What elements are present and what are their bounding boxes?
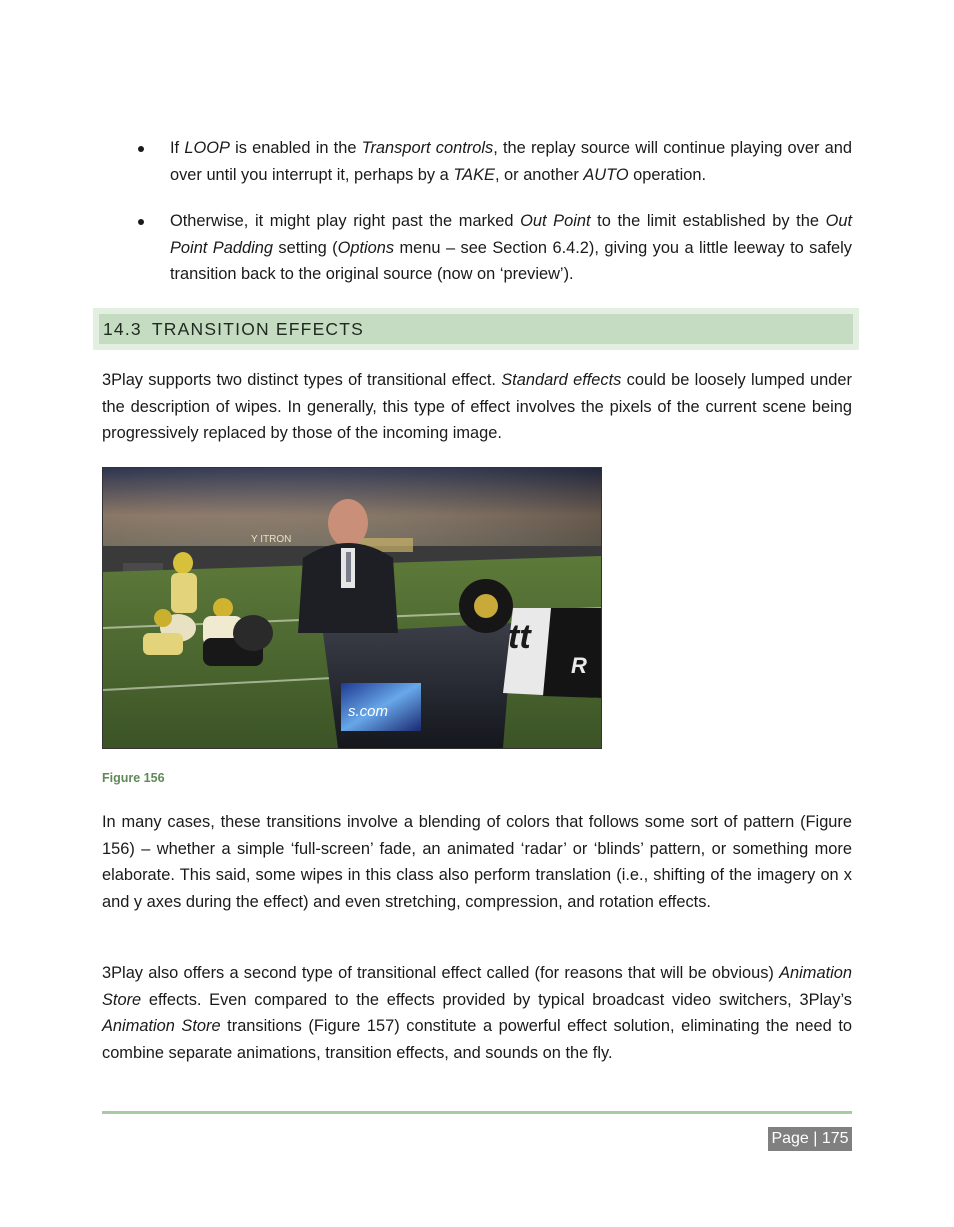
section-heading-bar <box>99 314 853 344</box>
banner-text-secondary: R <box>571 653 587 678</box>
bullet-list <box>102 135 852 308</box>
paragraph-standard-effects: In many cases, these transitions involve a blending of colors that follows some sort of pattern (Figure 156) – whether a simple ‘full-screen’ fade, an animated ‘radar’ or ‘blinds’ pattern, or something more elaborate. This said, some wipes in this class also perform translation (i.e., shifting of the imagery on x and y axes during the effect) and even stretching, compression, and rotation effects. <box>102 813 852 911</box>
desk-screen-text: s.com <box>348 703 389 720</box>
page-number: Page | 175 <box>768 1127 852 1151</box>
footer-divider <box>102 1111 852 1114</box>
banner-text: tt <box>508 618 531 656</box>
bullet-text: If LOOP is enabled in the Transport controls, the replay source will continue playing over and over until you interrupt it, perhaps by a TAKE, or another AUTO operation. <box>170 139 852 184</box>
bullet-item-out-point <box>102 208 852 288</box>
bullet-dot-icon <box>138 219 144 225</box>
figure-caption: Figure 156 <box>102 771 165 785</box>
sideline-banner <box>503 608 601 698</box>
section-heading <box>93 308 859 350</box>
figure-image <box>102 467 602 749</box>
section-title: TRANSITION EFFECTS <box>151 318 365 339</box>
bullet-item-loop <box>102 135 852 188</box>
paragraph-intro: 3Play supports two distinct types of transitional effect. Standard effects could be loosely lumped under the description of wipes. In generally, this type of effect involves the pixels of the current scene being progressively replaced by those of the incoming image. <box>102 371 852 443</box>
stadium-sign-text: Y ITRON <box>251 534 292 545</box>
transition-effect-illustration <box>103 468 601 748</box>
paragraph-animation-store: 3Play also offers a second type of transitional effect called (for reasons that will be obvious) Animation Store effects. Even compared to the effects provided by typical broadcast video switchers, 3Play’s Animation Store transitions (Figure 157) constitute a powerful effect solution, eliminating the need to combine separate animations, transition effects, and sounds on the fly. <box>102 964 853 1062</box>
bullet-text: Otherwise, it might play right past the marked Out Point to the limit established by the Out Point Padding setting (Options menu – see Section 6.4.2), giving you a little leeway to safely transition back to the original source (now on ‘preview’). <box>170 212 852 284</box>
section-number: 14.3 <box>103 318 142 339</box>
bullet-dot-icon <box>138 146 144 152</box>
